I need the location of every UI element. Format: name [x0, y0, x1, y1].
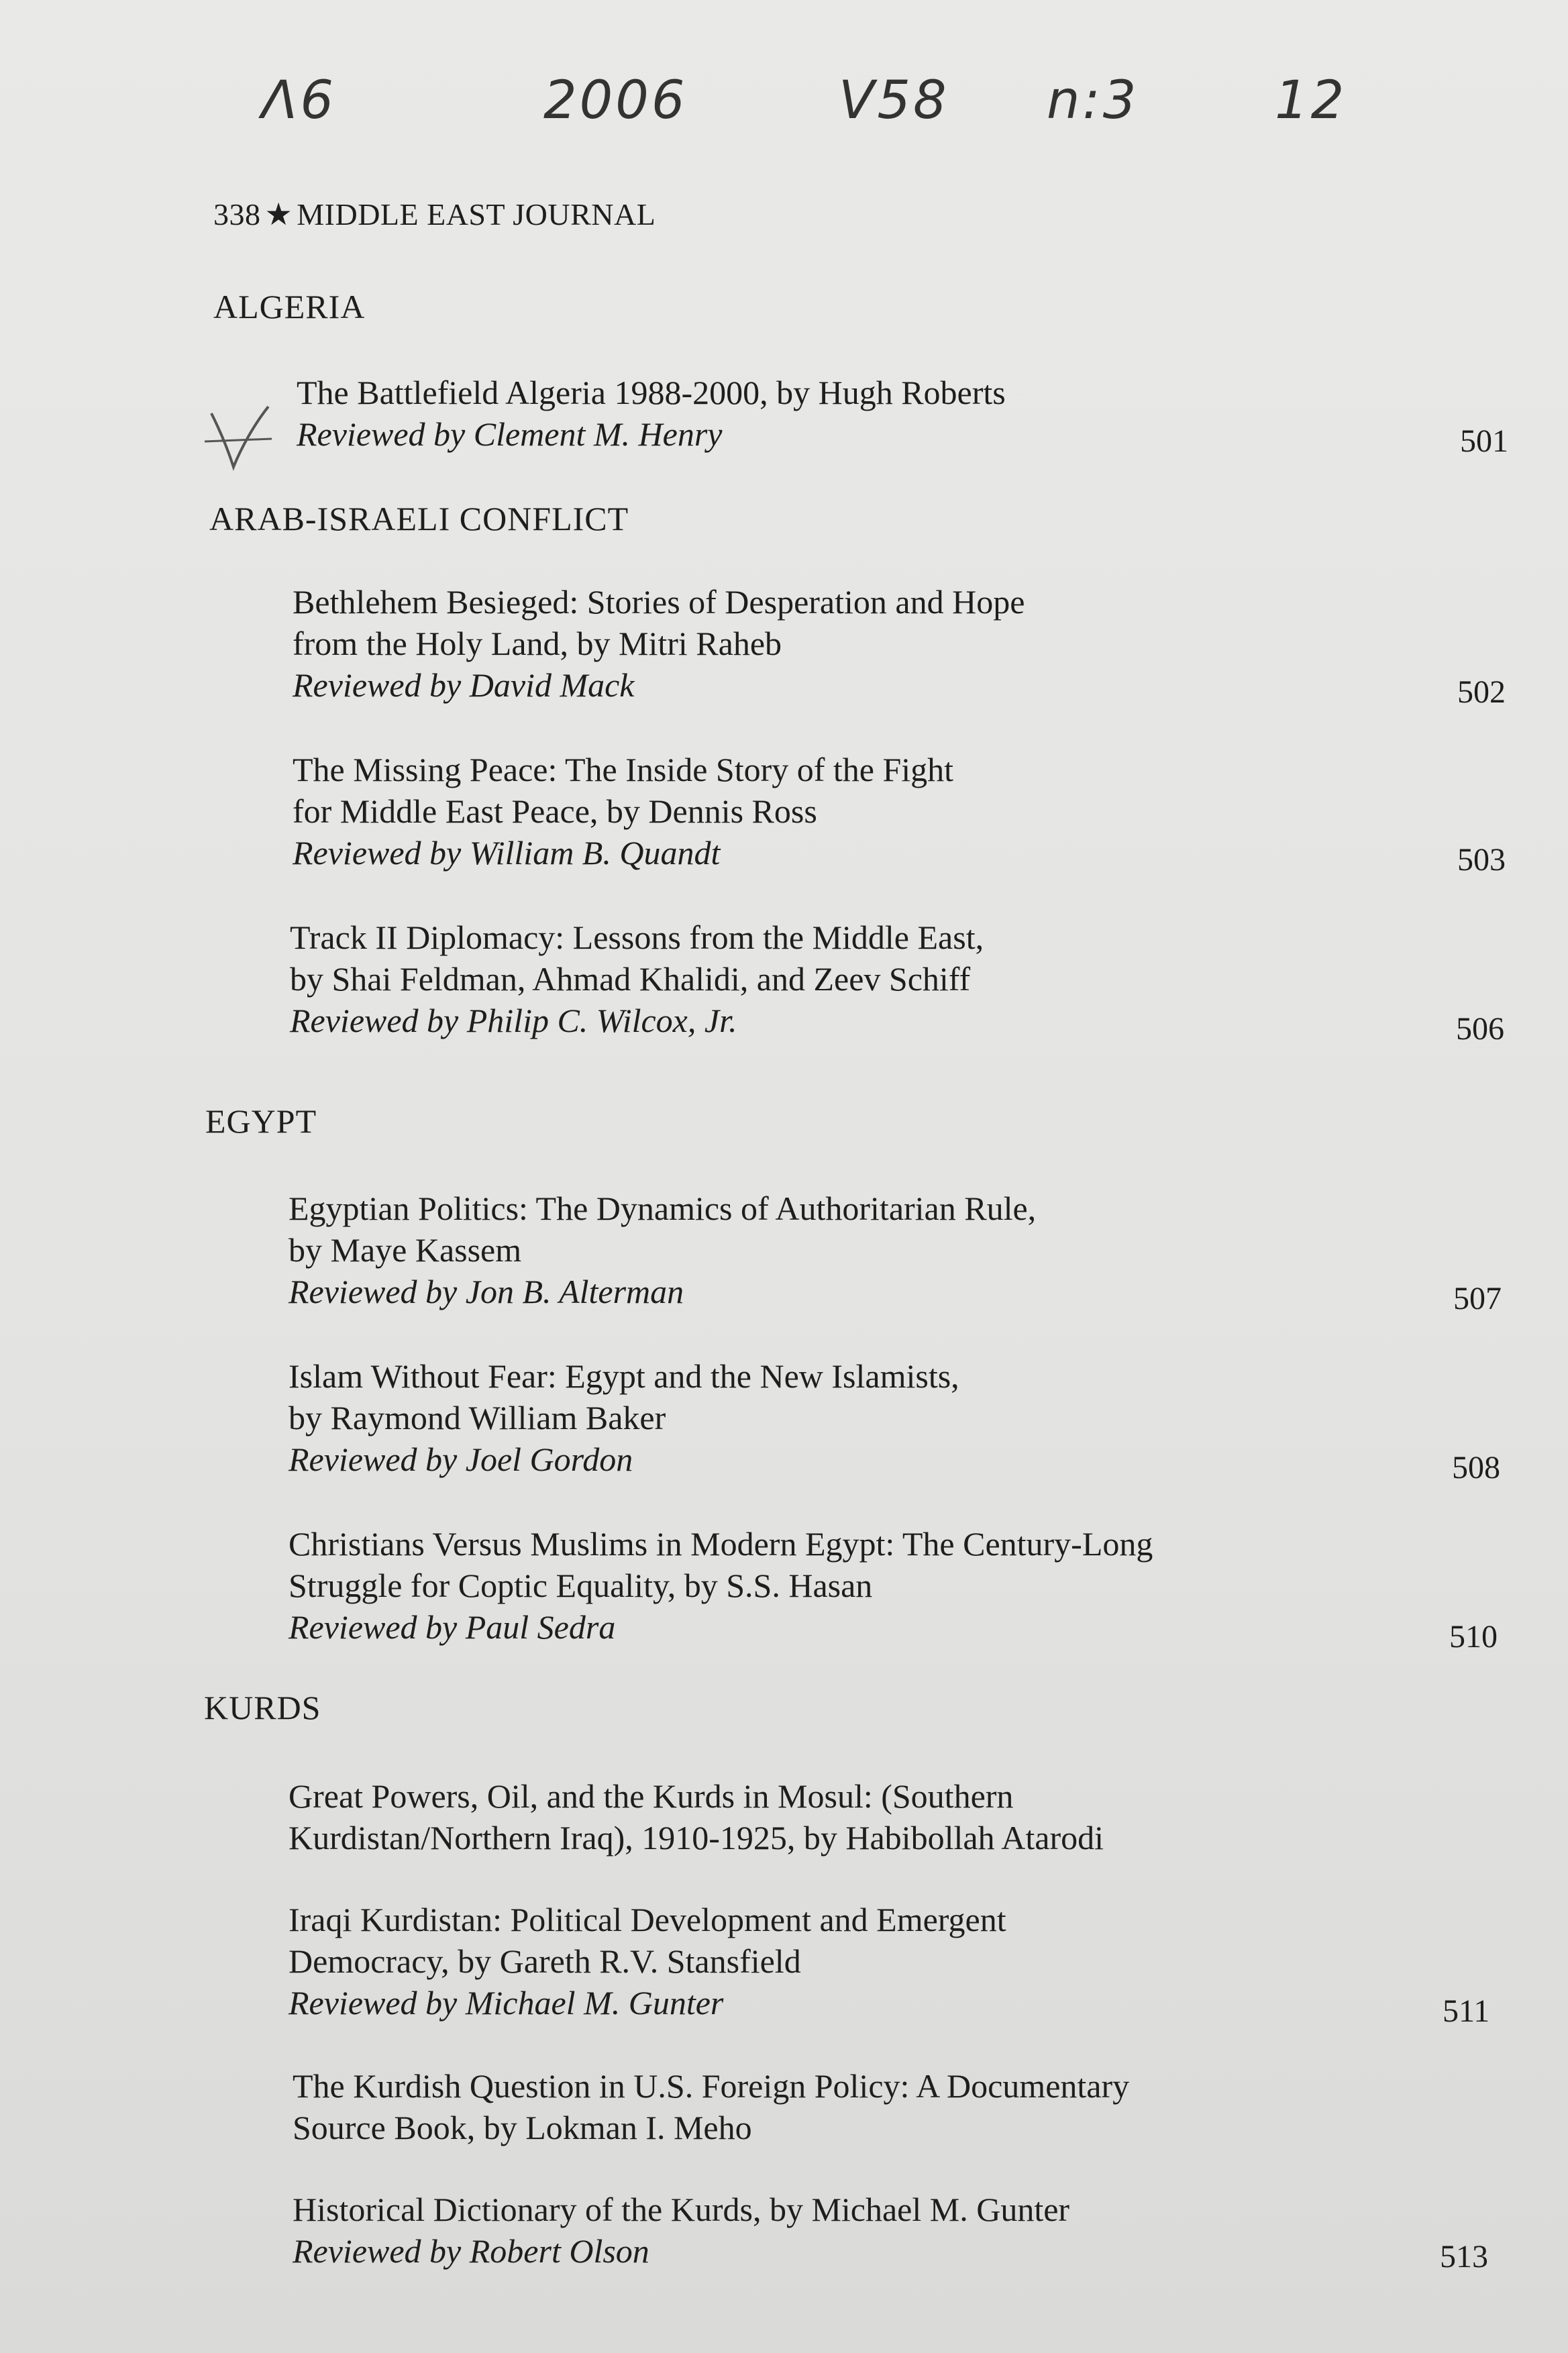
page-number: 510: [1449, 1619, 1498, 1655]
review-entry: [293, 749, 953, 874]
book-title-line: Bethlehem Besieged: Stories of Desperation and Hope: [293, 583, 1025, 621]
page-number: 508: [1452, 1450, 1500, 1485]
reviewer-line: Reviewed by Clement M. Henry: [297, 415, 723, 453]
book-title-line: Track II Diplomacy: Lessons from the Middle East,: [290, 919, 984, 956]
journal-title: MIDDLE EAST JOURNAL: [297, 197, 656, 231]
book-title-line: The Kurdish Question in U.S. Foreign Policy: A Documentary: [293, 2067, 1130, 2105]
review-entry: [293, 2065, 1129, 2148]
book-title-line: by Maye Kassem: [289, 1231, 522, 1269]
page-number: 513: [1440, 2239, 1488, 2274]
page-number: 502: [1457, 674, 1506, 710]
section-heading-algeria: ALGERIA: [213, 288, 366, 325]
section-heading-egypt: EGYPT: [205, 1102, 317, 1140]
section-heading-arab-israeli-conflict: ARAB-ISRAELI CONFLICT: [209, 500, 629, 537]
reviewer-line: Reviewed by William B. Quandt: [293, 834, 721, 872]
handwritten-annotation: [262, 70, 1402, 144]
book-title-line: Great Powers, Oil, and the Kurds in Mosul: (Southern: [289, 1777, 1014, 1815]
page-number: 511: [1443, 1993, 1490, 2029]
pencil-checkmark-icon: [201, 400, 275, 474]
book-title-line: Struggle for Coptic Equality, by S.S. Hasan: [289, 1567, 873, 1604]
book-title-line: The Missing Peace: The Inside Story of the Fight: [293, 751, 954, 788]
page-number: 507: [1453, 1281, 1502, 1316]
review-entry: [293, 2189, 1069, 2272]
section-heading-kurds: KURDS: [204, 1689, 321, 1726]
review-entry: [293, 581, 1025, 706]
review-entry: [289, 1523, 1153, 1648]
book-title-line: Christians Versus Muslims in Modern Egypt: The Century-Long: [289, 1525, 1153, 1563]
book-title-line: from the Holy Land, by Mitri Raheb: [293, 625, 782, 662]
page-number: 506: [1456, 1011, 1504, 1047]
book-title-line: Historical Dictionary of the Kurds, by Michael M. Gunter: [293, 2191, 1070, 2228]
page-number: 503: [1457, 842, 1506, 878]
reviewer-line: Reviewed by Paul Sedra: [289, 1608, 616, 1646]
book-title-line: Iraqi Kurdistan: Political Development and Emergent: [289, 1901, 1006, 1938]
book-title-line: Source Book, by Lokman I. Meho: [293, 2109, 752, 2146]
reviewer-line: Reviewed by David Mack: [293, 666, 635, 704]
book-title-line: Islam Without Fear: Egypt and the New Islamists,: [289, 1357, 959, 1395]
book-title-line: Egyptian Politics: The Dynamics of Authoritarian Rule,: [289, 1190, 1037, 1227]
book-title-line: Kurdistan/Northern Iraq), 1910-1925, by Habibollah Atarodi: [289, 1819, 1104, 1857]
reviewer-line: Reviewed by Robert Olson: [293, 2232, 649, 2270]
review-entry: [289, 1899, 1006, 2024]
book-title-line: by Raymond William Baker: [289, 1399, 666, 1436]
book-title-line: for Middle East Peace, by Dennis Ross: [293, 792, 817, 830]
reviewer-line: Reviewed by Jon B. Alterman: [289, 1273, 684, 1310]
reviewer-line: Reviewed by Joel Gordon: [289, 1441, 633, 1478]
handwritten-mark: 12: [1275, 70, 1347, 131]
book-title-line: Democracy, by Gareth R.V. Stansfield: [289, 1942, 801, 1980]
handwritten-mark: 2006: [543, 70, 688, 131]
review-entry: [297, 372, 1006, 455]
header-page-number: 338: [213, 197, 261, 231]
review-entry: [290, 917, 984, 1041]
review-entry: [289, 1775, 1104, 1859]
page-number: 501: [1460, 423, 1508, 459]
handwritten-mark: Λ6: [262, 70, 336, 131]
handwritten-mark: n:3: [1047, 70, 1139, 131]
review-entry: [289, 1355, 959, 1480]
star-icon: ★: [264, 197, 293, 231]
reviewer-line: Reviewed by Philip C. Wilcox, Jr.: [290, 1002, 737, 1039]
running-header: [213, 196, 656, 232]
review-entry: [289, 1188, 1036, 1312]
book-title-line: by Shai Feldman, Ahmad Khalidi, and Zeev Schiff: [290, 960, 971, 998]
book-title-line: The Battlefield Algeria 1988-2000, by Hugh Roberts: [297, 374, 1006, 411]
handwritten-mark: V58: [839, 70, 949, 131]
reviewer-line: Reviewed by Michael M. Gunter: [289, 1984, 724, 2022]
